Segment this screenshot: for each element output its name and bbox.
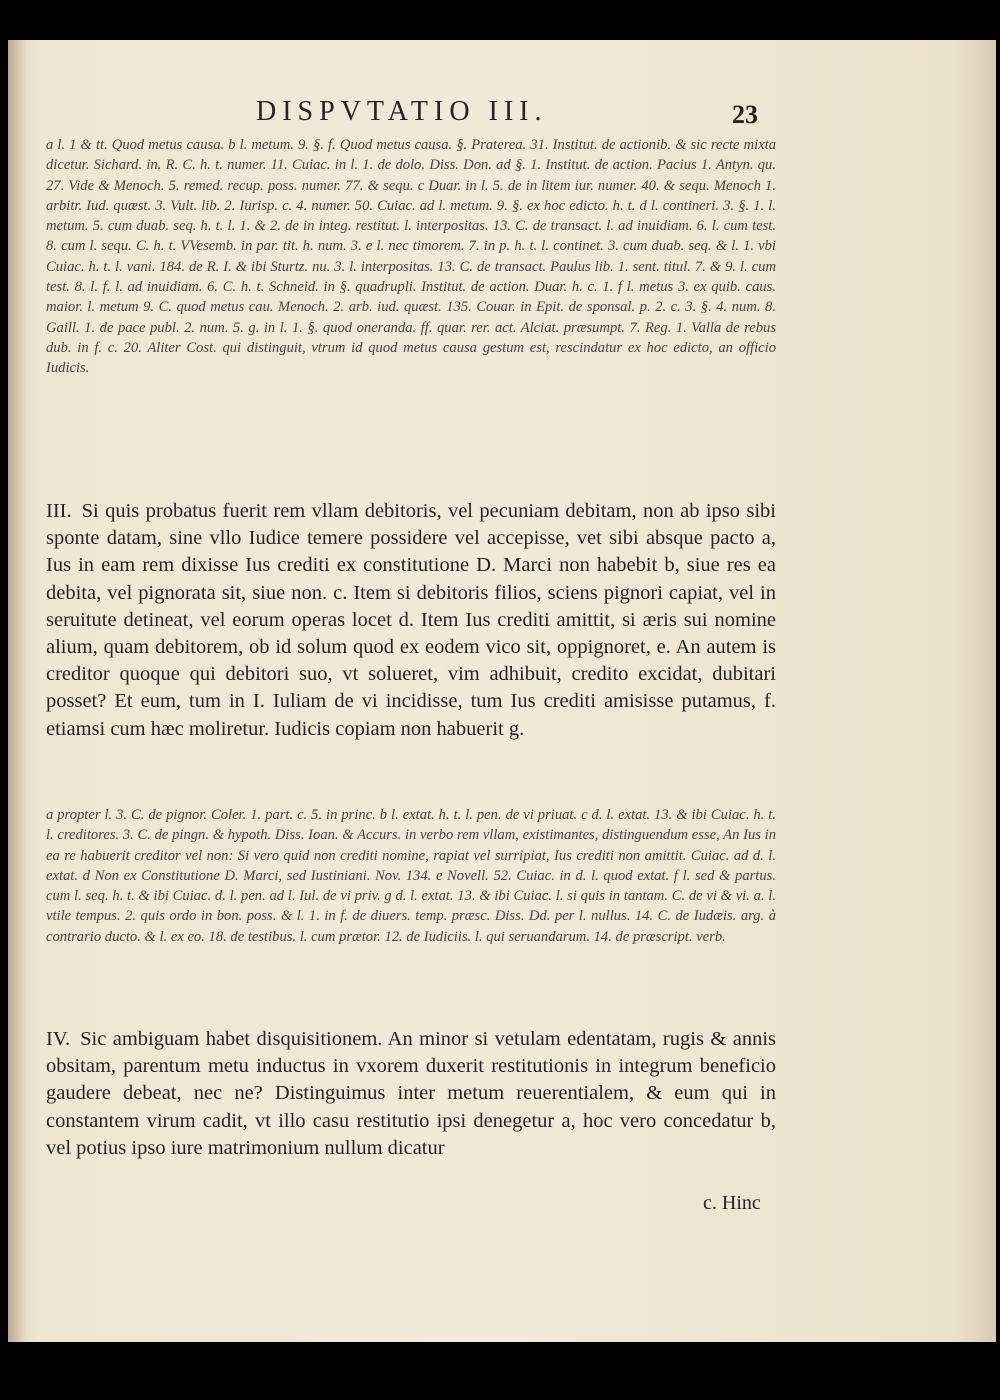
footnotes-middle: a propter l. 3. C. de pignor. Coler. 1. part. c. 5. in princ. b l. extat. h. t. l. pen. de vi priuat. c d. l. extat. 13. & ibi Cuiac. h. t. l. creditores. 3. C. de pingn. & hypoth. Diss. Ioan. & Accurs. in verbo rem vllam, existimantes, distinguendum esse, An Ius in ea re habuerit creditor vel non: Si vero quid non crediti nomine, rapiat vel surripiat, Ius crediti non amittit. Cuiac. ad d. l. extat. d Non ex Constitutione D. Marci, sed Iustiniani. Nov. 134. e Novell. 52. Cuiac. in d. l. quod extat. f l. sed & partus. cum l. seq. h. t. & ibi Cuiac. d. l. pen. ad l. Iul. de vi priv. g d. l. extat. 13. & ibi Cuiac. l. si quis in tantam. C. de vi & vi. a. l. vtile tempus. 2. quis ordo in bon. poss. & l. 1. in f. de diuers. temp. præsc. Diss. Dd. per l. nullus. 14. C. de Iudæis. arg. à contrario ducto. & l. ex eo. 18. de testibus. l. cum prætor. 12. de Iudiciis. l. qui seruandarum. 14. de præscript. verb.	[46, 807, 776, 945]
catchword: c. Hinc	[703, 1192, 761, 1214]
section-4-paragraph	[46, 1026, 776, 1162]
section-3-paragraph	[46, 498, 776, 743]
page-number: 23	[732, 100, 758, 129]
footnotes-top: a l. 1 & tt. Quod metus causa. b l. metum. 9. §. f. Quod metus causa. §. Praterea. 31. Institut. de actionib. & sic recte mixta dicetur. Sichard. in. R. C. h. t. numer. 11. Cuiac. in l. 1. de dolo. Diss. Don. ad §. 1. Institut. de action. Pacius 1. Antyn. qu. 27. Vide & Menoch. 5. remed. recup. poss. numer. 77. & sequ. c Duar. in l. 5. de in litem iur. numer. 40. & sequ. Menoch 1. arbitr. Iud. quæst. 3. Vult. lib. 2. Iurisp. c. 4. numer. 50. Cuiac. ad l. metum. 9. §. ex hoc edicto. h. t. d l. contineri. 3. §. 1. l. metum. 5. cum duab. seq. h. t. l. 1. & 2. de in integ. restitut. l. interpositas. 13. C. de transact. l. ad inuidiam. 6. l. cum test. 8. cum l. sequ. C. h. t. VVesemb. in par. tit. h. num. 3. e l. nec timorem. 7. in p. h. t. l. continet. 3. cum duab. seq. & l. 1. vbi Cuiac. h. t. l. vani. 184. de R. I. & ibi Sturtz. nu. 3. l. interpositas. 13. C. de transact. Paulus lib. 1. sent. titul. 7. & 9. l. cum test. 8. l. f. l. ad inuidiam. 6. C. h. t. Schneid. in §. quadrupli. Institut. de action. Duar. h. c. 1. f l. metus 3. ex quib. caus. maior. l. metum 9. C. quod metus cau. Menoch. 2. arb. iud. quæst. 135. Couar. in Epit. de sponsal. p. 2. c. 3. §. 4. num. 8. Gaill. 1. de pace publ. 2. num. 5. g. in l. 1. §. quod oneranda. ff. quar. rer. act. Alciat. præsumpt. 7. Reg. 1. Valla de rebus dub. in f. c. 20. Aliter Cost. qui distinguit, vtrum id quod metus causa gestum est, rescindatur ex hoc edicto, an officio Iudicis.	[46, 137, 776, 377]
section-4-text: Sic ambiguam habet disquisitionem. An minor si vetulam edentatam, rugis & annis obsitam, parentum metu inductus in vxorem duxerit restitutionis in integrum beneficio gaudere debeat, nec ne? Distinguimus inter metum reuerentialem, & eum qui in constantem virum cadit, vt illo casu restitutio ipsi denegetur a, hoc vero concedatur b, vel potius ipso iure matrimonium nullum dicatur	[46, 1028, 776, 1159]
page-header	[8, 92, 996, 132]
book-page	[8, 40, 996, 1342]
section-4-number: IV.	[46, 1028, 71, 1050]
section-3-text: Si quis probatus fuerit rem vllam debitoris, vel pecuniam debitam, non ab ipso sibi sponte datam, sine vllo Iudice temere possidere vel accepisse, vet sibi absque pacto a, Ius in eam rem dixisse Ius crediti ex constitutione D. Marci non habebit b, siue res ea debita, vel pignorata sit, siue non. c. Item si debitoris filios, sciens pignori capiat, vel in seruitute detineat, vel eorum operas locet d. Item Ius crediti amittit, si æris sui nomine alium, quam debitorem, ob id solum quod ex eodem vico sit, oppignoret, e. An autem is creditor quoque qui debitori suo, vt solueret, vim adhibuit, credito excidat, dubitari posset? Et eum, tum in I. Iuliam de vi incidisse, tum Ius crediti amisisse putamus, f. etiamsi cum hæc moliretur. Iudicis copiam non habuerit g.	[46, 500, 776, 740]
running-title: DISPVTATIO III.	[256, 96, 548, 127]
section-3-number: III.	[46, 500, 72, 522]
